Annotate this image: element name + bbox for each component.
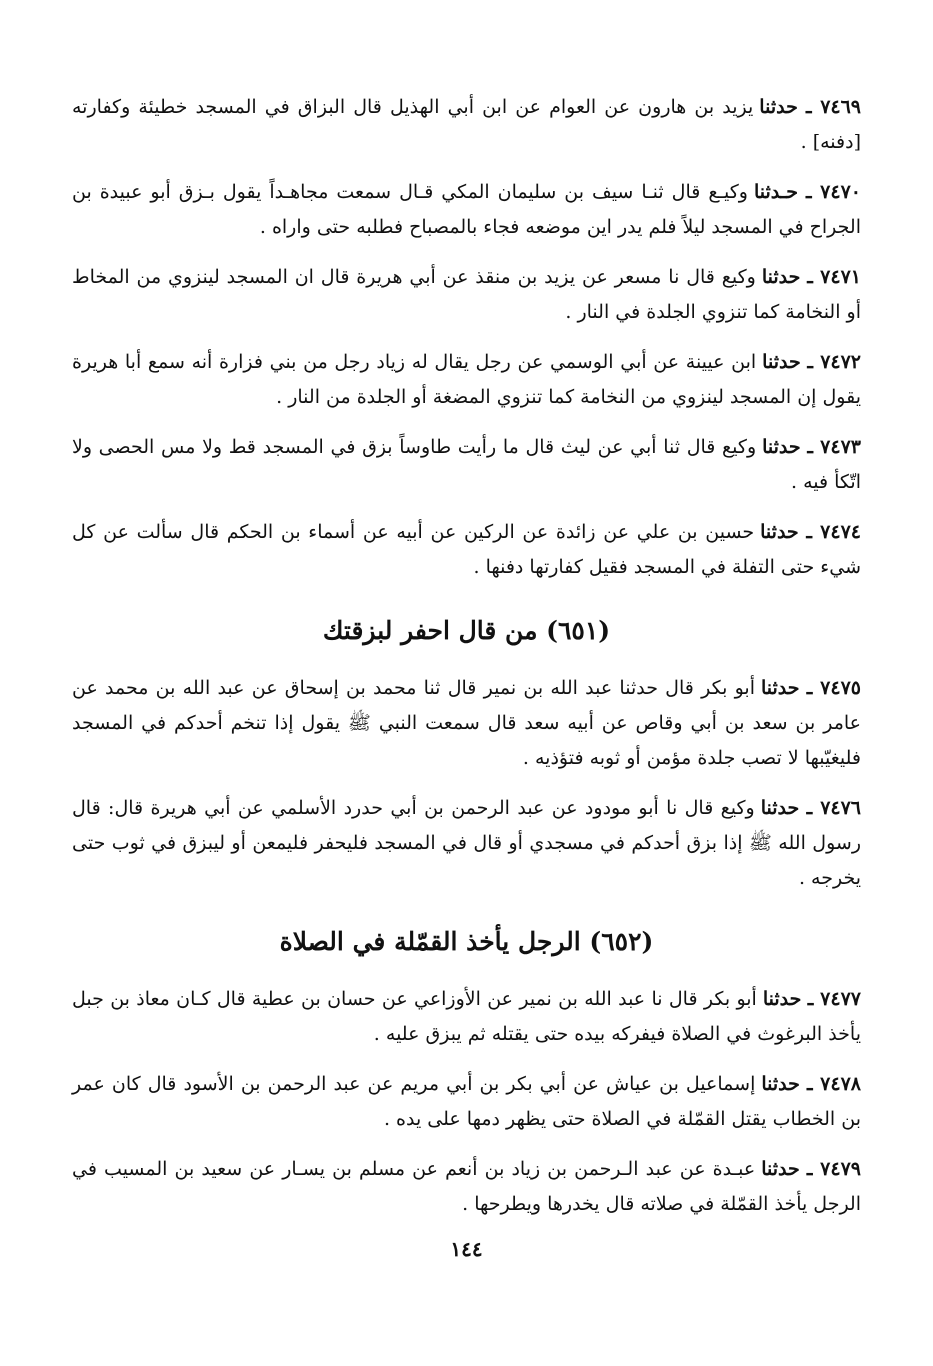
- entries-group-c: [72, 982, 861, 1222]
- hadith-text: إسماعيل بن عياش عن أبي بكر بن أبي مريم عن عبد الرحمن بن الأسود قال كان عمر بن الخطاب يقتل القمّلة في الصلاة حتى يظهر دمها على يده .: [72, 1073, 861, 1130]
- hadith-keyword: حدثنا: [761, 266, 801, 288]
- hadith-number: ٧٤٧٩ ـ: [806, 1158, 861, 1180]
- hadith-number: ٧٤٧١ ـ: [807, 266, 861, 288]
- hadith-text: وكيـع قال ثنـا سيف بن سليمان المكي قـال سمعت مجاهـداً يقول بـزق أبو عبيدة بن الجراح في المسجد ليلاً فلم يدر اين موضعه فجاء بالمصباح فطلبه حتى واراه .: [72, 181, 861, 238]
- hadith-entry: [72, 430, 861, 500]
- hadith-entry: [72, 260, 861, 330]
- hadith-entry: [72, 90, 861, 160]
- hadith-number: ٧٤٧٦ ـ: [806, 797, 862, 819]
- hadith-entry: [72, 1067, 861, 1137]
- hadith-keyword: حدثنا: [762, 351, 801, 373]
- hadith-entry: [72, 175, 861, 245]
- hadith-keyword: حدثنا: [761, 677, 800, 699]
- hadith-number: ٧٤٧٥ ـ: [806, 677, 861, 699]
- hadith-keyword: حدثنا: [762, 988, 802, 1010]
- hadith-keyword: حدثنا: [762, 436, 801, 458]
- hadith-keyword: حدثنا: [760, 797, 800, 819]
- section-heading: (٦٥١) من قال احفر لبزقتك: [322, 616, 611, 645]
- hadith-entry: [72, 791, 861, 896]
- hadith-entry: [72, 671, 861, 776]
- hadith-keyword: حدثنا: [761, 1158, 800, 1180]
- hadith-number: ٧٤٦٩ ـ: [805, 96, 862, 118]
- hadith-keyword: حدثنا: [761, 1073, 800, 1095]
- hadith-entry: [72, 345, 861, 415]
- page-number: ١٤٤: [450, 1237, 483, 1261]
- hadith-number: ٧٤٧٤ ـ: [806, 521, 861, 543]
- section-heading: (٦٥٢) الرجل يأخذ القمّلة في الصلاة: [279, 927, 654, 956]
- hadith-keyword: حدثنا: [759, 96, 798, 118]
- entries-group-b: [72, 671, 861, 896]
- hadith-entry: [72, 982, 861, 1052]
- hadith-text: أبو بكر قال حدثنا عبد الله بن نمير قال ثنا محمد بن إسحاق عن عبد الله بن محمد عن عامر بن سعد بن أبي وقاص عن أبيه سعد قال سمعت النبي ﷺ يقول إذا تنخم أحدكم في المسجد فليغيّبها لا تصب جلدة مؤمن أو ثوبه فتؤذيه .: [72, 677, 861, 769]
- hadith-number: ٧٤٧٠ ـ: [806, 181, 861, 203]
- hadith-number: ٧٤٧٣ ـ: [807, 436, 861, 458]
- hadith-number: ٧٤٧٢ ـ: [807, 351, 862, 373]
- hadith-text: حسين بن علي عن زائدة عن الركين عن أبيه عن أسماء بن الحكم قال سألت عن كل شيء حتى التفلة في المسجد فقيل كفارتها دفنها .: [72, 521, 861, 578]
- hadith-text: ابن عيينة عن أبي الوسمي عن رجل يقال له زياد رجل من بني فزارة أنه سمع أبا هريرة يقول إن المسجد لينزوي من النخامة كما تنزوي المضغة أو الجلدة من النار .: [72, 351, 861, 408]
- entries-group-a: [72, 90, 861, 585]
- hadith-keyword: حدثنا: [760, 521, 799, 543]
- hadith-text: وكيع قال ثنا أبي عن ليث قال ما رأيت طاوساً بزق في المسجد قط ولا مس الحصى ولا اتّكأ فيه .: [72, 436, 861, 493]
- hadith-text: وكيع قال نا أبو مودود عن عبد الرحمن بن أبي حدرد الأسلمي عن أبي هريرة قال: قال رسول الله ﷺ إذا بزق أحدكم في مسجدي أو قال في المسجد فليحفر فليمعن أو ليبزق في ثوب حتى يخرجه .: [72, 797, 861, 889]
- hadith-keyword: حـدثنا: [753, 181, 799, 203]
- hadith-text: يزيد بن هارون عن العوام عن ابن أبي الهذيل قال البزاق في المسجد خطيئة وكفارته [دفنه] .: [72, 96, 861, 153]
- hadith-entry: [72, 1152, 861, 1222]
- hadith-entry: [72, 515, 861, 585]
- hadith-text: أبو بكر قال نا عبد الله بن نمير عن الأوزاعي عن حسان بن عطية قال كـان معاذ بن جبل يأخذ البرغوث في الصلاة فيفركه بيده حتى يقتله ثم يبزق عليه .: [72, 988, 861, 1045]
- hadith-number: ٧٤٧٧ ـ: [807, 988, 861, 1010]
- hadith-number: ٧٤٧٨ ـ: [806, 1073, 861, 1095]
- hadith-text: عبـدة عن عبد الـرحمن بن زياد بن أنعم عن مسلم بن يسـار عن سعيد بن المسيب في الرجل يأخذ القمّلة في صلاته قال يخدرها ويطرحها .: [72, 1158, 861, 1215]
- hadith-text: وكيع قال نا مسعر عن يزيد بن منقذ عن أبي هريرة قال ان المسجد لينزوي من المخاط أو النخامة كما تنزوي الجلدة في النار .: [72, 266, 861, 323]
